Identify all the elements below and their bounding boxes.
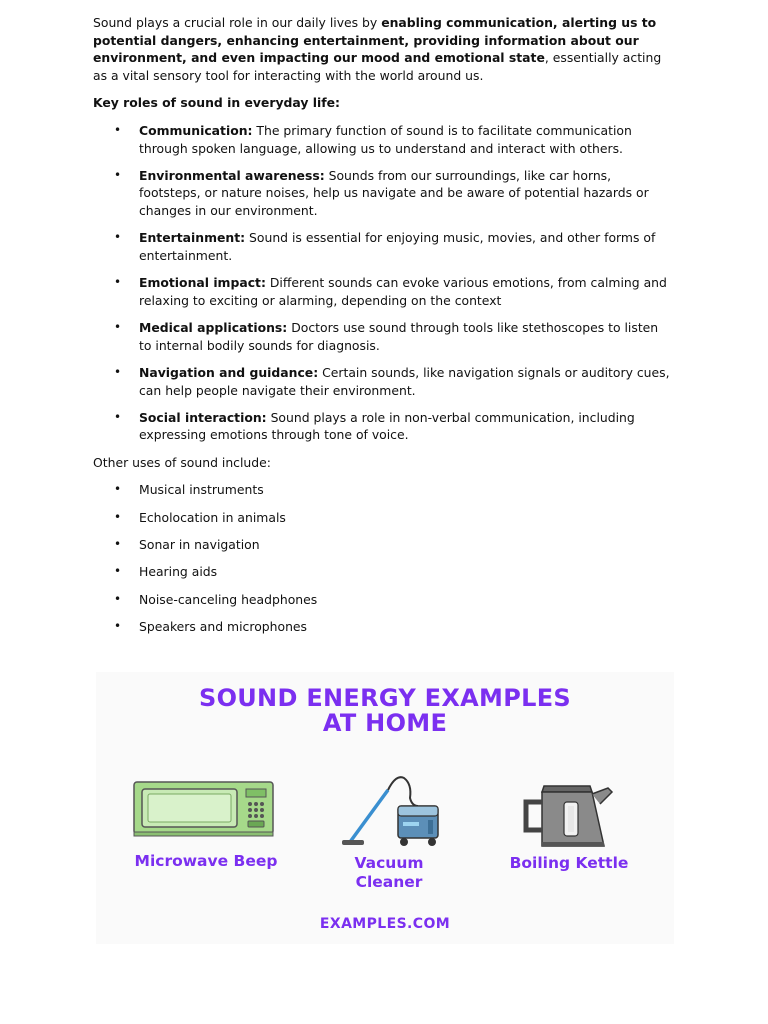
bullet-icon: • bbox=[114, 167, 122, 182]
list-item bbox=[93, 509, 673, 536]
role-term: Emotional impact: bbox=[139, 275, 266, 291]
sound-energy-infographic bbox=[96, 672, 674, 944]
other-use-text: Speakers and microphones bbox=[139, 619, 307, 635]
list-item bbox=[93, 319, 673, 354]
microwave-label: Microwave Beep bbox=[134, 852, 278, 870]
infographic-footer: EXAMPLES.COM bbox=[319, 916, 451, 932]
list-item bbox=[93, 618, 673, 645]
role-term: Communication: bbox=[139, 122, 253, 138]
infographic-title-line-1: SOUND ENERGY EXAMPLES bbox=[198, 684, 572, 712]
bullet-icon: • bbox=[114, 230, 122, 245]
key-roles-heading bbox=[93, 94, 673, 112]
role-term: Environmental awareness: bbox=[139, 167, 325, 183]
list-item bbox=[93, 229, 673, 264]
other-use-text: Hearing aids bbox=[139, 564, 218, 580]
other-uses-list bbox=[93, 481, 673, 645]
vacuum-cleaner-icon bbox=[340, 772, 444, 848]
list-item bbox=[93, 481, 673, 508]
role-text: Certain sounds, like navigation signals or auditory cues, can help people navigate their environment. bbox=[139, 364, 670, 398]
bullet-icon: • bbox=[114, 537, 122, 552]
microwave-icon bbox=[132, 780, 275, 838]
kettle-icon bbox=[520, 780, 620, 848]
role-term: Medical applications: bbox=[139, 320, 288, 336]
key-roles-heading-text: Key roles of sound in everyday life: bbox=[93, 95, 341, 111]
bullet-icon: • bbox=[114, 619, 122, 634]
role-term: Navigation and guidance: bbox=[139, 364, 319, 380]
intro-text: Sound plays a crucial role in our daily lives by bbox=[93, 15, 382, 30]
intro-emphasis: enabling communication, alerting us to potential dangers, enhancing entertainment, providing information about our environment, and even impacting our mood and emotional state bbox=[93, 15, 657, 66]
vacuum-label-line-1: Vacuum bbox=[354, 854, 424, 872]
infographic-title bbox=[96, 686, 674, 736]
bullet-icon: • bbox=[114, 364, 122, 379]
list-item bbox=[93, 591, 673, 618]
role-text: Sound is essential for enjoying music, movies, and other forms of entertainment. bbox=[139, 230, 656, 263]
infographic-title-line-2: AT HOME bbox=[322, 709, 448, 737]
other-use-text: Echolocation in animals bbox=[139, 509, 286, 525]
other-use-text: Musical instruments bbox=[139, 482, 264, 498]
role-text: Sounds from our surroundings, like car horns, footsteps, or nature noises, help us navigate and be aware of potential hazards or changes in our environment. bbox=[139, 167, 649, 219]
intro-text-end: , essentially acting as a vital sensory tool for interacting with the world around us. bbox=[93, 50, 662, 83]
bullet-icon: • bbox=[114, 122, 122, 137]
role-term: Entertainment: bbox=[139, 230, 246, 246]
bullet-icon: • bbox=[114, 482, 122, 497]
other-use-text: Sonar in navigation bbox=[139, 537, 260, 553]
vacuum-label bbox=[326, 854, 452, 892]
list-item bbox=[93, 409, 673, 444]
list-item bbox=[93, 122, 673, 157]
bullet-icon: • bbox=[114, 564, 122, 579]
list-item bbox=[93, 536, 673, 563]
role-text: Sound plays a role in non-verbal communication, including expressing emotions through tone of voice. bbox=[139, 409, 635, 443]
role-text: Different sounds can evoke various emotions, from calming and relaxing to exciting or alarming, depending on the context bbox=[139, 275, 667, 308]
list-item bbox=[93, 364, 673, 399]
bullet-icon: • bbox=[114, 509, 122, 524]
key-roles-list bbox=[93, 122, 673, 444]
list-item bbox=[93, 563, 673, 590]
role-text: Doctors use sound through tools like stethoscopes to listen to internal bodily sounds for diagnosis. bbox=[139, 320, 659, 353]
other-uses-heading: Other uses of sound include: bbox=[93, 454, 271, 470]
list-item bbox=[93, 167, 673, 220]
bullet-icon: • bbox=[114, 409, 122, 424]
role-text: The primary function of sound is to facilitate communication through spoken language, allowing us to understand and interact with others. bbox=[139, 122, 632, 156]
role-term: Social interaction: bbox=[139, 409, 267, 425]
bullet-icon: • bbox=[114, 275, 122, 290]
bullet-icon: • bbox=[114, 320, 122, 335]
kettle-label: Boiling Kettle bbox=[509, 854, 629, 872]
bullet-icon: • bbox=[114, 591, 122, 606]
other-use-text: Noise-canceling headphones bbox=[139, 591, 318, 607]
document-body bbox=[93, 14, 673, 646]
vacuum-label-line-2: Cleaner bbox=[355, 873, 423, 891]
list-item bbox=[93, 274, 673, 309]
intro-paragraph bbox=[93, 14, 673, 84]
